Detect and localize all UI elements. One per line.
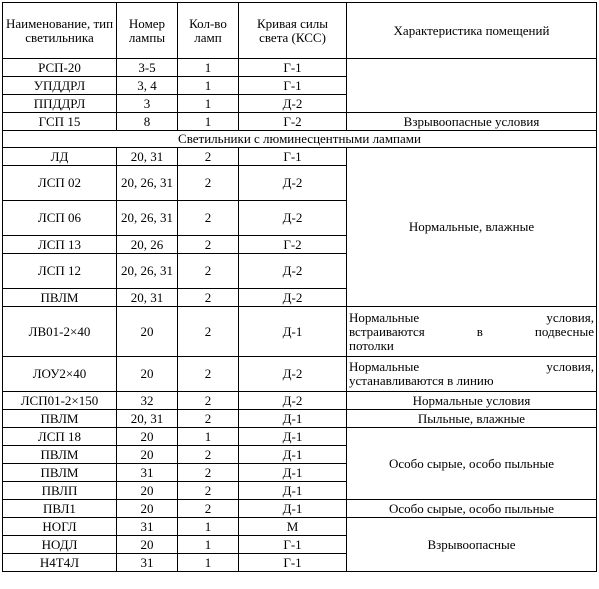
cell-room-type: Пыльные, влажные — [347, 410, 597, 428]
cell-name: ПВЛ1 — [3, 500, 117, 518]
cell-light-curve: Д-1 — [239, 482, 347, 500]
cell-lamp-count: 2 — [178, 254, 239, 289]
table-row — [3, 518, 597, 536]
cell-light-curve: Г-2 — [239, 113, 347, 131]
cell-light-curve: Д-1 — [239, 307, 347, 357]
cell-lamp-number: 3-5 — [117, 59, 178, 77]
cell-light-curve: М — [239, 518, 347, 536]
section-title: Светильники с люминесцентными лампами — [3, 131, 597, 148]
cell-light-curve: Д-2 — [239, 201, 347, 236]
cell-lamp-number: 3 — [117, 95, 178, 113]
room-line: Нормальные условия, — [349, 359, 594, 374]
cell-lamp-count: 1 — [178, 113, 239, 131]
cell-name: ПВЛМ — [3, 446, 117, 464]
cell-lamp-count: 2 — [178, 500, 239, 518]
cell-name: ЛСП01-2×150 — [3, 392, 117, 410]
cell-lamp-number: 20 — [117, 536, 178, 554]
cell-name: ЛД — [3, 148, 117, 166]
cell-light-curve: Д-2 — [239, 289, 347, 307]
lamp-table — [2, 2, 597, 572]
table-row — [3, 59, 597, 77]
table-row — [3, 307, 597, 357]
cell-light-curve: Д-1 — [239, 410, 347, 428]
cell-lamp-count: 1 — [178, 536, 239, 554]
table-row — [3, 113, 597, 131]
cell-lamp-number: 31 — [117, 464, 178, 482]
cell-name: ЛОУ2×40 — [3, 357, 117, 392]
header-lamp-count: Кол-во ламп — [178, 3, 239, 59]
cell-light-curve: Г-1 — [239, 59, 347, 77]
cell-lamp-number: 20 — [117, 307, 178, 357]
cell-light-curve: Д-2 — [239, 254, 347, 289]
cell-room-type: Нормальные условия — [347, 392, 597, 410]
cell-lamp-number: 32 — [117, 392, 178, 410]
cell-room-type: Нормальные, влажные — [347, 148, 597, 307]
cell-name: РСП-20 — [3, 59, 117, 77]
room-line: Нормальные условия, — [349, 309, 594, 325]
cell-lamp-count: 2 — [178, 148, 239, 166]
cell-room-type: Особо сырые, особо пыльные — [347, 500, 597, 518]
header-lamp-number: Номер лампы — [117, 3, 178, 59]
cell-name: Н4Т4Л — [3, 554, 117, 572]
table-row — [3, 410, 597, 428]
cell-room-type — [347, 307, 597, 357]
cell-name: НОГЛ — [3, 518, 117, 536]
cell-lamp-number: 20, 26, 31 — [117, 201, 178, 236]
table-row — [3, 392, 597, 410]
cell-light-curve: Г-1 — [239, 536, 347, 554]
lamp-table-container — [2, 2, 597, 572]
header-room-type: Характеристика помещений — [347, 3, 597, 59]
cell-name: НОДЛ — [3, 536, 117, 554]
cell-lamp-number: 20, 31 — [117, 410, 178, 428]
cell-lamp-number: 31 — [117, 518, 178, 536]
cell-lamp-count: 2 — [178, 410, 239, 428]
cell-lamp-count: 1 — [178, 428, 239, 446]
cell-lamp-count: 2 — [178, 289, 239, 307]
cell-light-curve: Д-2 — [239, 392, 347, 410]
cell-lamp-number: 20 — [117, 482, 178, 500]
room-line: встраиваются в подвесные — [349, 323, 594, 339]
cell-name: ЛСП 18 — [3, 428, 117, 446]
cell-lamp-count: 1 — [178, 77, 239, 95]
cell-lamp-count: 2 — [178, 392, 239, 410]
cell-light-curve: Д-2 — [239, 95, 347, 113]
cell-lamp-count: 2 — [178, 236, 239, 254]
cell-name: ПВЛМ — [3, 410, 117, 428]
cell-name: ПВЛМ — [3, 289, 117, 307]
cell-name: ЛСП 13 — [3, 236, 117, 254]
cell-lamp-number: 20, 26, 31 — [117, 254, 178, 289]
cell-light-curve: Д-1 — [239, 464, 347, 482]
cell-lamp-number: 3, 4 — [117, 77, 178, 95]
cell-light-curve: Д-1 — [239, 428, 347, 446]
cell-lamp-number: 31 — [117, 554, 178, 572]
cell-lamp-count: 2 — [178, 482, 239, 500]
cell-lamp-number: 20 — [117, 446, 178, 464]
cell-room-type: Особо сырые, особо пыльные — [347, 428, 597, 500]
cell-lamp-count: 2 — [178, 357, 239, 392]
cell-name: ЛСП 06 — [3, 201, 117, 236]
cell-lamp-number: 20, 26 — [117, 236, 178, 254]
cell-light-curve: Г-1 — [239, 148, 347, 166]
cell-lamp-number: 20 — [117, 357, 178, 392]
cell-lamp-count: 2 — [178, 307, 239, 357]
cell-name: ППДДРЛ — [3, 95, 117, 113]
table-row — [3, 500, 597, 518]
room-line: потолки — [349, 337, 394, 353]
cell-lamp-number: 20 — [117, 428, 178, 446]
cell-room-type — [347, 357, 597, 392]
cell-name: ПВЛМ — [3, 464, 117, 482]
section-row — [3, 131, 597, 148]
header-light-curve: Кривая силы света (КСС) — [239, 3, 347, 59]
cell-name: ЛСП 02 — [3, 166, 117, 201]
cell-lamp-count: 1 — [178, 59, 239, 77]
cell-lamp-count: 2 — [178, 464, 239, 482]
cell-lamp-count: 1 — [178, 518, 239, 536]
cell-lamp-number: 20, 26, 31 — [117, 166, 178, 201]
cell-name: ПВЛП — [3, 482, 117, 500]
cell-lamp-number: 20 — [117, 500, 178, 518]
cell-lamp-number: 8 — [117, 113, 178, 131]
cell-lamp-count: 2 — [178, 201, 239, 236]
cell-light-curve: Г-1 — [239, 554, 347, 572]
cell-name: ГСП 15 — [3, 113, 117, 131]
cell-lamp-count: 1 — [178, 554, 239, 572]
cell-light-curve: Г-1 — [239, 77, 347, 95]
cell-lamp-number: 20, 31 — [117, 289, 178, 307]
header-row — [3, 3, 597, 59]
cell-room-empty — [347, 59, 597, 113]
cell-room-type: Взрывоопасные — [347, 518, 597, 572]
cell-room-type: Взрывоопасные условия — [347, 113, 597, 131]
cell-light-curve: Д-1 — [239, 446, 347, 464]
cell-light-curve: Г-2 — [239, 236, 347, 254]
cell-name: УПДДРЛ — [3, 77, 117, 95]
table-row — [3, 428, 597, 446]
cell-lamp-count: 2 — [178, 446, 239, 464]
cell-lamp-number: 20, 31 — [117, 148, 178, 166]
cell-lamp-count: 1 — [178, 95, 239, 113]
room-line: устанавливаются в линию — [349, 373, 494, 388]
table-row — [3, 357, 597, 392]
cell-light-curve: Д-2 — [239, 357, 347, 392]
table-row — [3, 148, 597, 166]
cell-name: ЛВ01-2×40 — [3, 307, 117, 357]
cell-lamp-count: 2 — [178, 166, 239, 201]
cell-light-curve: Д-1 — [239, 500, 347, 518]
header-name: Наименование, тип светильника — [3, 3, 117, 59]
cell-light-curve: Д-2 — [239, 166, 347, 201]
cell-name: ЛСП 12 — [3, 254, 117, 289]
